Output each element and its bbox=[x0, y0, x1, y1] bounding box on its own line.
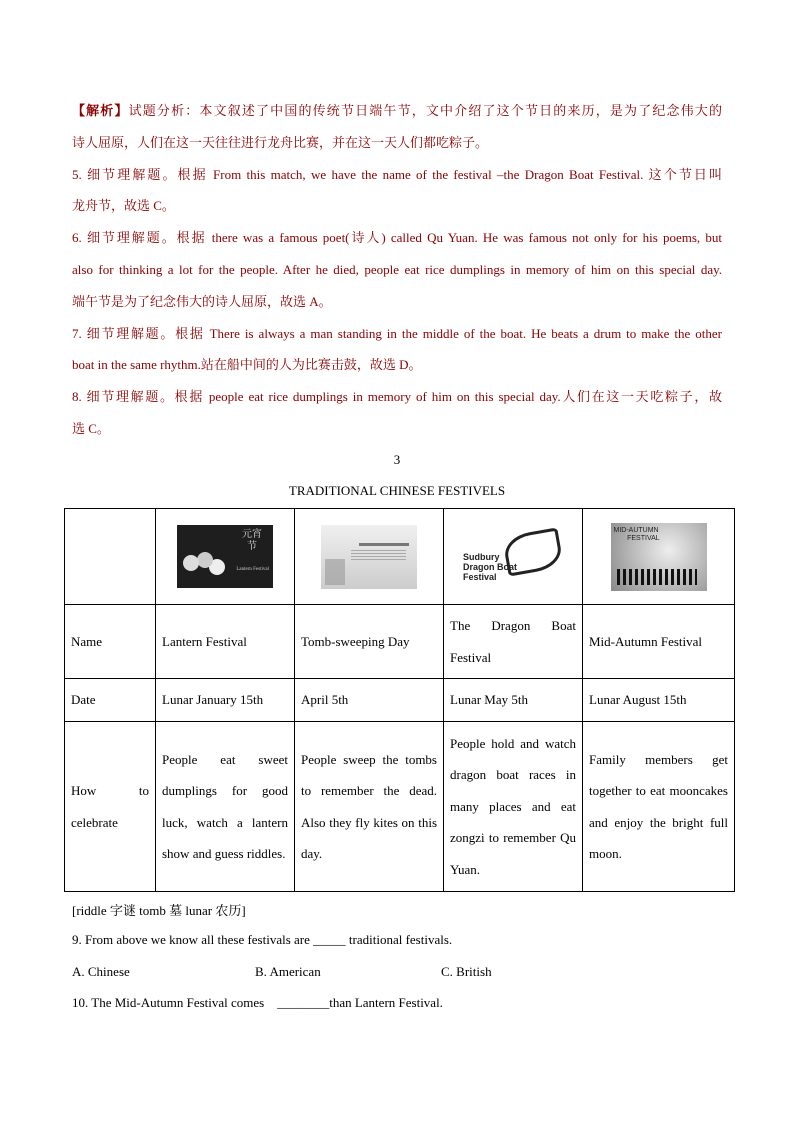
dragon-boat-festival-logo: Sudbury Dragon Boat Festival bbox=[463, 526, 563, 588]
answer-8: 8. 细节理解题。根据 people eat rice dumplings in memory of him on this special day.人们在这一天吃粽子，故 bbox=[72, 389, 722, 405]
answer-7-cont: boat in the same rhythm.站在船中间的人为比赛击鼓，故选 D。 bbox=[72, 357, 422, 373]
tomb-image-cell bbox=[295, 509, 444, 605]
answer-8-cont: 选 C。 bbox=[72, 420, 110, 436]
name-cell: Lantern Festival bbox=[156, 605, 295, 679]
mid-autumn-image-cell bbox=[583, 509, 735, 605]
how-cell: People hold and watch dragon boat races in many places and eat zongzi to remember Qu Yuan. bbox=[444, 722, 583, 892]
date-cell: Lunar August 15th bbox=[583, 679, 735, 722]
how-cell: People eat sweet dumplings for good luck, watch a lantern show and guess riddles. bbox=[156, 722, 295, 892]
question-10: 10. The Mid-Autumn Festival comes ________than Lantern Festival. bbox=[72, 995, 443, 1010]
q9-option-b: B. American bbox=[255, 964, 321, 979]
how-cell: Family members get together to eat mooncakes and enjoy the bright full moon. bbox=[583, 722, 735, 892]
answer-6: 6. 细节理解题。根据 there was a famous poet(诗人) called Qu Yuan. He was famous not only for his poems, but bbox=[72, 230, 722, 246]
analysis-label: 【解析】 bbox=[72, 103, 129, 118]
answer-7: 7. 细节理解题。根据 There is always a man standing in the middle of the boat. He beats a drum to make the other bbox=[72, 325, 722, 341]
q9-option-a: A. Chinese bbox=[72, 964, 130, 979]
empty-cell bbox=[65, 509, 156, 605]
date-cell: Lunar May 5th bbox=[444, 679, 583, 722]
analysis-line: 诗人屈原，人们在这一天往往进行龙舟比赛，并在这一天人们都吃粽子。 bbox=[72, 134, 489, 150]
analysis-line bbox=[72, 95, 722, 127]
q9-option-c: C. British bbox=[441, 964, 492, 979]
mid-autumn-festival-image: MID-AUTUMN FESTIVAL bbox=[611, 523, 707, 591]
analysis-text: 试题分析：本文叙述了中国的传统节日端午节，文中介绍了这个节日的来历，是为了纪念伟大的 bbox=[128, 103, 722, 118]
answer-5-cont: 龙舟节，故选 C。 bbox=[72, 198, 175, 214]
question-9: 9. From above we know all these festivals are _____ traditional festivals. bbox=[72, 932, 453, 947]
lantern-image-cell bbox=[156, 509, 295, 605]
row-label-how: How to celebrate bbox=[65, 722, 156, 892]
tomb-sweeping-image bbox=[321, 525, 417, 589]
name-cell: Tomb-sweeping Day bbox=[295, 605, 444, 679]
name-cell: Mid-Autumn Festival bbox=[583, 605, 735, 679]
lantern-festival-image: 元宵 节 Lantern Festival bbox=[177, 525, 273, 588]
glossary: [riddle 字谜 tomb 墓 lunar 农历] bbox=[72, 903, 246, 918]
answer-6-cont: also for thinking a lot for the people. After he died, people eat rice dumplings in memory of him on this special day. bbox=[72, 261, 722, 277]
dragon-image-cell bbox=[444, 509, 583, 605]
page-number: 3 bbox=[393, 452, 401, 467]
answer-5: 5. 细节理解题。根据 From this match, we have the name of the festival –the Dragon Boat Festival. 这个节日叫 bbox=[72, 166, 722, 182]
table-title: TRADITIONAL CHINESE FESTIVELS bbox=[288, 483, 506, 498]
answer-6-end: 端午节是为了纪念伟大的诗人屈原，故选 A。 bbox=[72, 293, 332, 309]
row-label-date: Date bbox=[65, 679, 156, 722]
name-cell: The Dragon Boat Festival bbox=[444, 605, 583, 679]
festival-table bbox=[64, 508, 735, 892]
row-label-name: Name bbox=[65, 605, 156, 679]
analysis-section bbox=[72, 95, 722, 445]
date-cell: April 5th bbox=[295, 679, 444, 722]
date-cell: Lunar January 15th bbox=[156, 679, 295, 722]
how-cell: People sweep the tombs to remember the dead. Also they fly kites on this day. bbox=[295, 722, 444, 892]
